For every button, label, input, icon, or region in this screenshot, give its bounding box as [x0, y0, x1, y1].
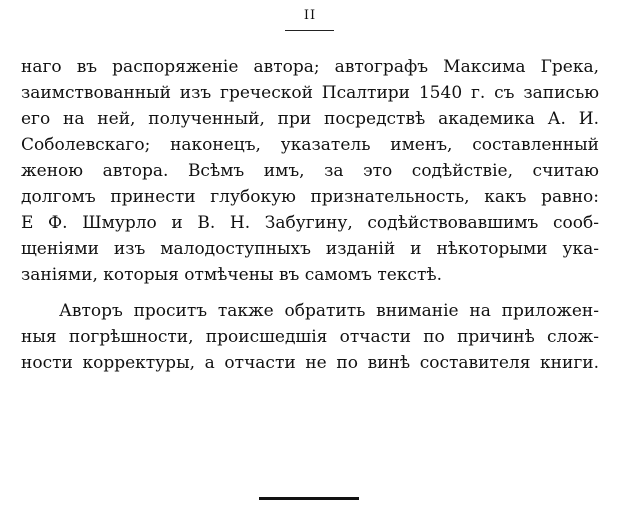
- paragraph-gap: [21, 288, 599, 298]
- body-text: [21, 54, 599, 376]
- page-number: II: [303, 8, 317, 23]
- text-line: ныя погрѣшности, происшедшія отчасти по причинѣ слож-: [21, 327, 599, 347]
- text-line: долгомъ принести глубокую признательность, какъ равно:: [21, 187, 599, 207]
- header-rule: [285, 30, 334, 31]
- footer-rule: [259, 497, 359, 500]
- text-line: заніями, которыя отмѣчены въ самомъ текстѣ.: [21, 265, 442, 285]
- text-line: женою автора. Всѣмъ имъ, за это содѣйствіе, считаю: [21, 161, 599, 181]
- text-line: Соболевскаго; наконецъ, указатель именъ, составленный: [21, 135, 599, 155]
- text-line: его на ней, полученный, при посредствѣ академика А. И.: [21, 109, 599, 129]
- text-line: Е Ф. Шмурло и В. Н. Забугину, содѣйствовавшимъ сооб-: [21, 213, 599, 233]
- text-line: заимствованный изъ греческой Псалтири 1540 г. съ записью: [21, 83, 599, 103]
- text-line: наго въ распоряженіе автора; автографъ Максима Грека,: [21, 57, 599, 77]
- text-line: ности корректуры, а отчасти не по винѣ составителя книги.: [21, 353, 599, 373]
- text-line: Авторъ проситъ также обратить вниманіе на приложен-: [59, 301, 599, 321]
- text-line: щеніями изъ малодоступныхъ изданій и нѣкоторыми ука-: [21, 239, 599, 259]
